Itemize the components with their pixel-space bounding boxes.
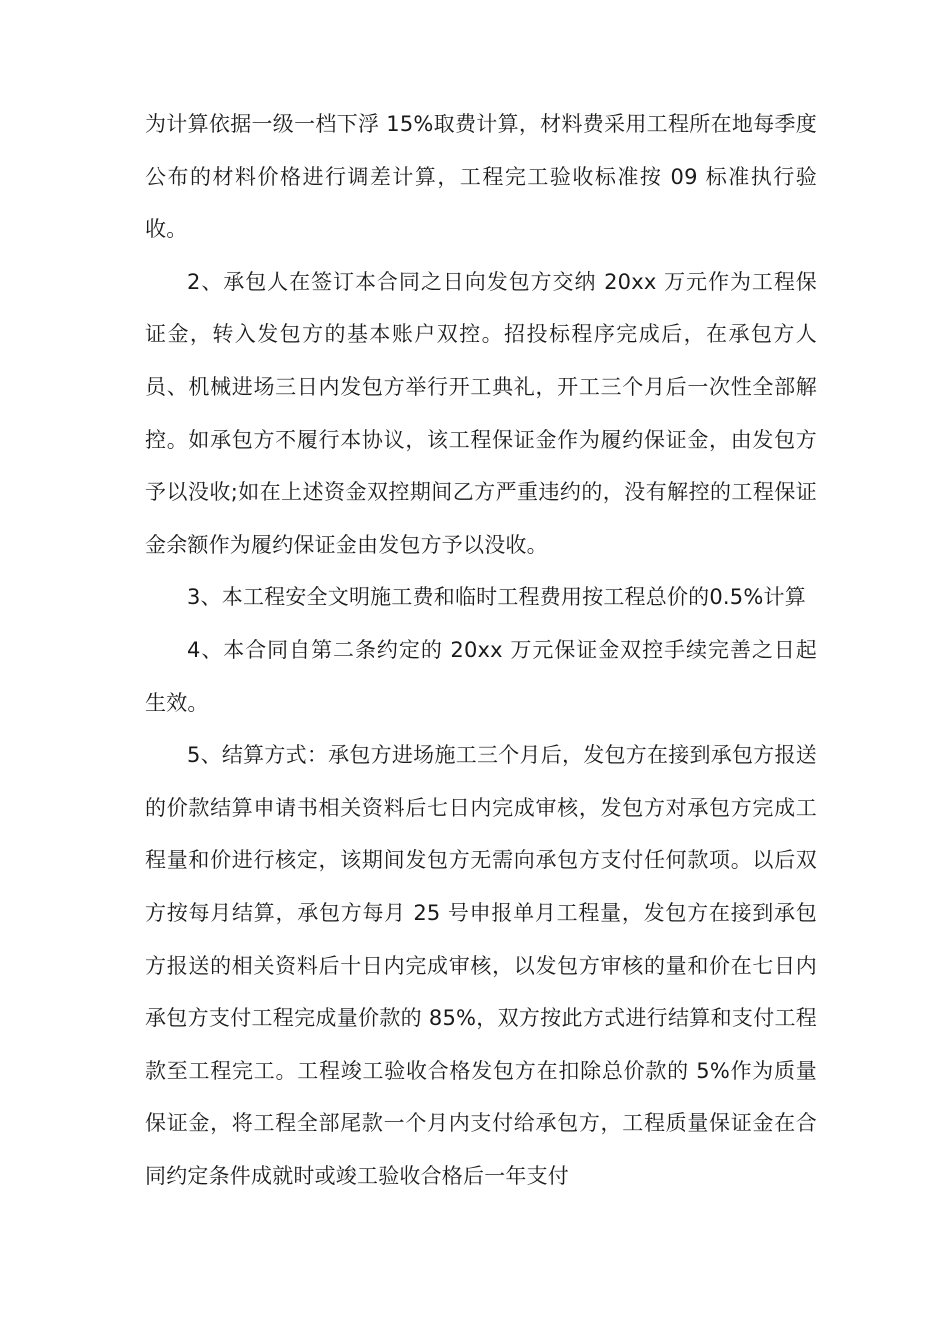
paragraph-clause-4: 4、本合同自第二条约定的 20xx 万元保证金双控手续完善之日起生效。 — [145, 637, 817, 715]
paragraph-clause-3: 3、本工程安全文明施工费和临时工程费用按工程总价的0.5%计算 — [187, 585, 806, 610]
paragraph-clause-5: 5、结算方式：承包方进场施工三个月后，发包方在接到承包方报送的价款结算申请书相关资料后七日内完成审核，发包方对承包方完成工程量和价进行核定，该期间发包方无需向承包方支付任何款项。以后双方按每月结算，承包方每月 25 号申报单月工程量，发包方在接到承包方报送的相关资料后十日内完成审核，以发包方审核的量和价在七日内承包方支付工程完成量价款的 85%，双方按此方式进行结算和支付工程款至工程完工。工程竣工验收合格发包方在扣除总价款的 5%作为质量保证金，将工程全部尾款一个月内支付给承包方，工程质量保证金在合同约定条件成就时或竣工验收合格后一年支付 — [145, 743, 817, 1188]
paragraph-continuation: 为计算依据一级一档下浮 15%取费计算，材料费采用工程所在地每季度公布的材料价格进行调差计算，工程完工验收标准按 09 标准执行验收。 — [145, 112, 817, 242]
document-body — [145, 98, 817, 1202]
paragraph-clause-2: 2、承包人在签订本合同之日向发包方交纳 20xx 万元作为工程保证金，转入发包方的基本账户双控。招投标程序完成后，在承包方人员、机械进场三日内发包方举行开工典礼，开工三个月后一次性全部解控。如承包方不履行本协议，该工程保证金作为履约保证金，由发包方予以没收;如在上述资金双控期间乙方严重违约的，没有解控的工程保证金余额作为履约保证金由发包方予以没收。 — [145, 269, 817, 557]
